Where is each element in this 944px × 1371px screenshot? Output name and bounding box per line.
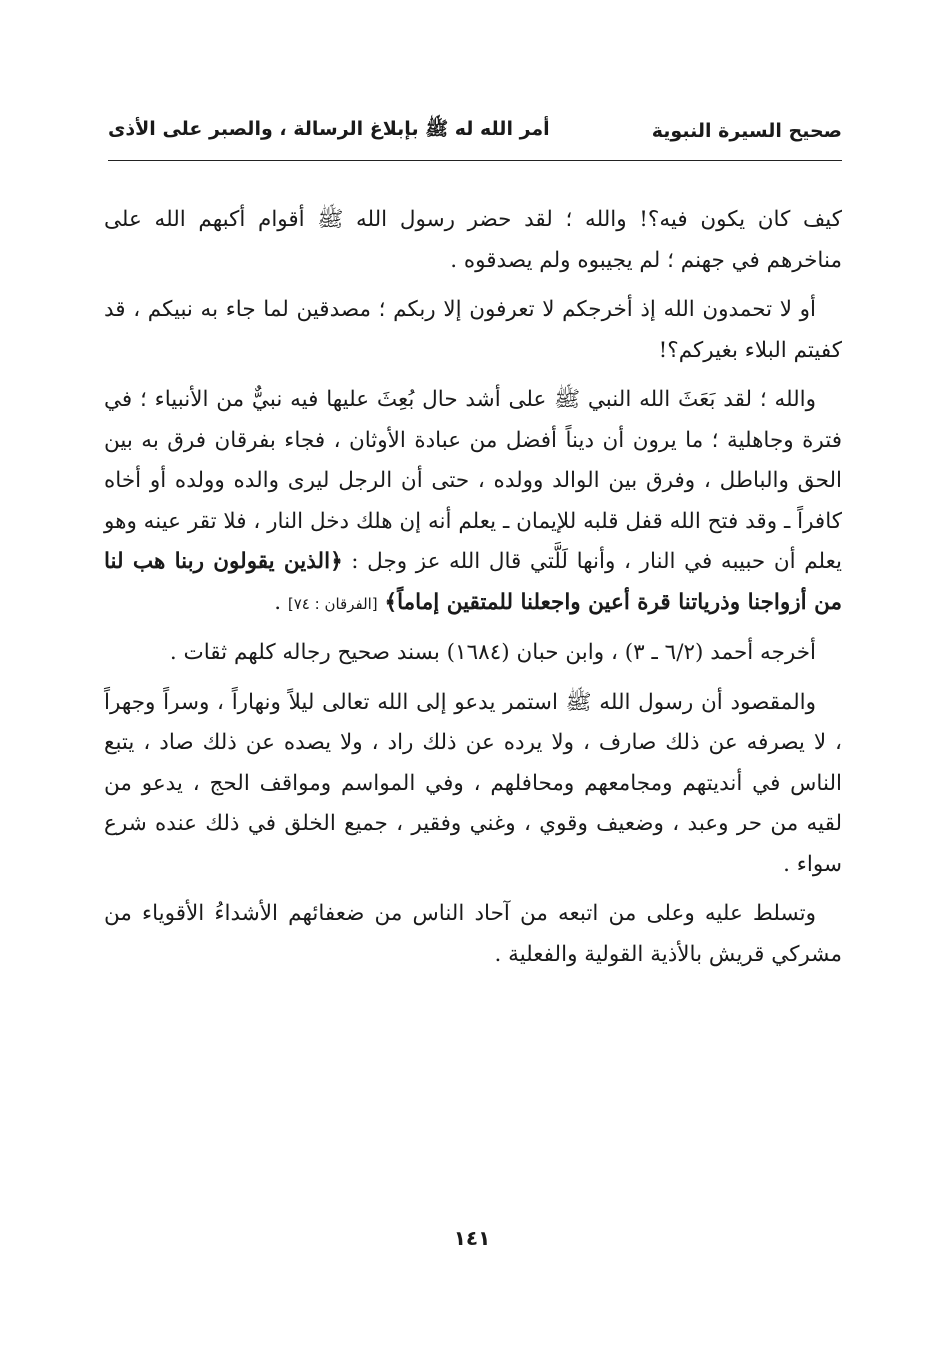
- paragraph-3: [104, 380, 842, 624]
- paragraph-6: وتسلط عليه وعلى من اتبعه من آحاد الناس من ضعفائهم الأشداءُ الأقوياء من مشركي قريش بالأذية القولية والفعلية .: [104, 901, 842, 967]
- hadith-source: أخرجه أحمد (٦/٢ ـ ٣) ، وابن حبان (١٦٨٤) بسند صحيح رجاله كلهم ثقات .: [169, 640, 816, 665]
- page-number: ١٤١: [453, 1226, 491, 1250]
- header-divider: [108, 160, 842, 161]
- body-text: [104, 200, 842, 984]
- quran-verse: ﴿الذين يقولون ربنا هب لنا من أزواجنا وذرياتنا قرة أعين واجعلنا للمتقين إماماً﴾: [104, 549, 842, 615]
- paragraph-5: والمقصود أن رسول الله ﷺ استمر يدعو إلى الله تعالى ليلاً ونهاراً ، وسراً وجهراً ، لا يصرفه عن ذلك صارف ، ولا يرده عن ذلك راد ، ولا يصده عن ذلك صاد ، يتبع الناس في أنديتهم ومجامعهم ومحافلهم ، وفي المواسم ومواقف الحج ، يدعو من لقيه من حر وعبد ، وضعيف وقوي ، وغني وفقير ، جميع الخلق في ذلك عنده شرع سواء .: [104, 689, 842, 877]
- paragraph-3-end: .: [274, 589, 288, 615]
- chapter-title: أمر الله له ﷺ بإبلاغ الرسالة ، والصبر على الأذى: [108, 118, 550, 140]
- paragraph-1: كيف كان يكون فيه؟! والله ؛ لقد حضر رسول الله ﷺ أقوام أكبهم الله على مناخرهم في جهنم ؛ لم يجيبوه ولم يصدقوه .: [104, 207, 842, 273]
- paragraph-2: أو لا تحمدون الله إذ أخرجكم لا تعرفون إلا ربكم ؛ مصدقين لما جاء به نبيكم ، قد كفيتم البلاء بغيركم؟!: [104, 297, 842, 363]
- verse-citation: [الفرقان : ٧٤]: [287, 594, 378, 613]
- running-header: [108, 108, 842, 154]
- paragraph-3-text: والله ؛ لقد بَعَثَ الله النبي ﷺ على أشد حال بُعِثَ عليها فيه نبيٌّ من الأنبياء ؛ في فترة وجاهلية ؛ ما يرون أن ديناً أفضل من عبادة الأوثان ، فجاء بفرقان فرق به بين الحق والباطل ، وفرق بين الوالد وولده ، حتى أن الرجل ليرى والده وولده أو أخاه كافراً ـ وقد فتح الله قفل قلبه للإيمان ـ يعلم أنه إن هلك دخل النار ، فلا تقر عينه وهو يعلم أن حبيبه في النار ، وأنها لَلَّتي قال الله عز وجل :: [104, 387, 842, 574]
- book-title: صحيح السيرة النبوية: [651, 120, 842, 142]
